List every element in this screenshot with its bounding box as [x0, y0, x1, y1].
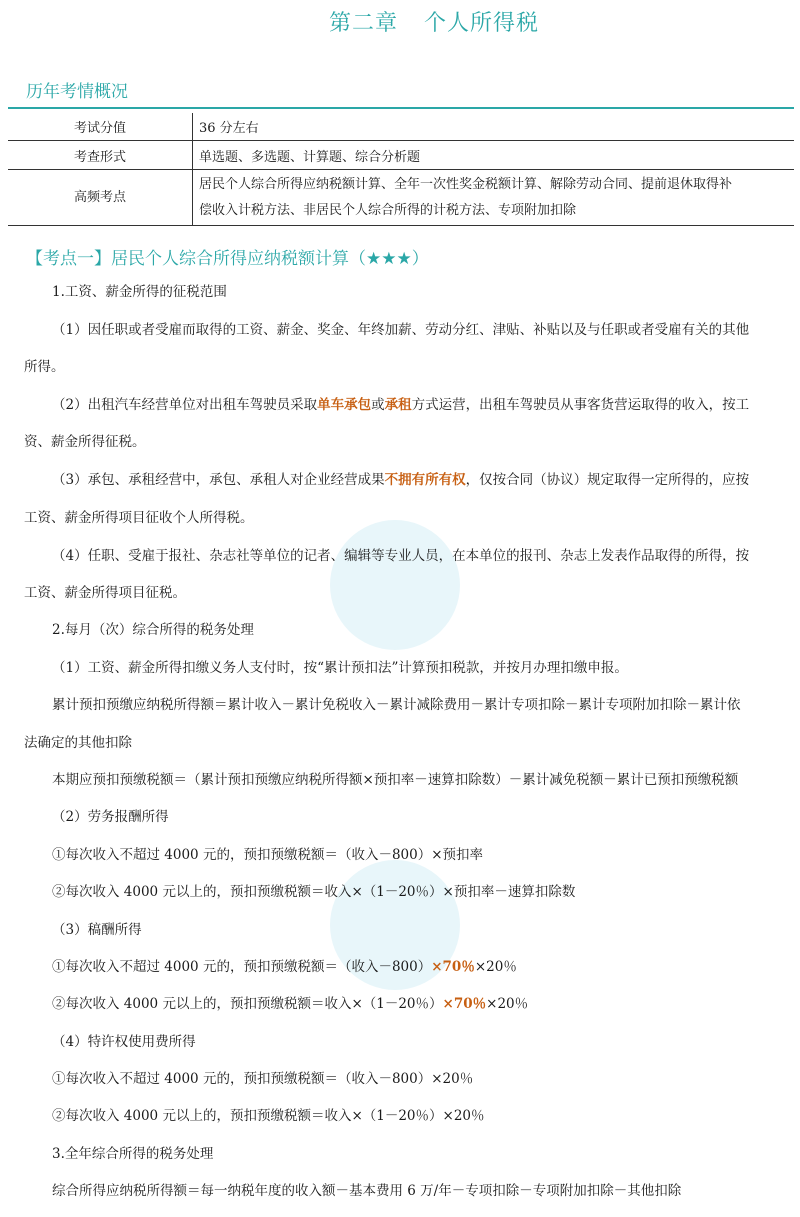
subsection-title: 2.每月（次）综合所得的税务处理 — [52, 622, 254, 638]
table-key: 考试分值 — [8, 113, 193, 141]
paragraph-line — [52, 387, 749, 424]
formula-line — [52, 986, 528, 1023]
paragraph-line: 工资、薪金所得项目征税。 — [24, 585, 186, 601]
table-row — [8, 141, 794, 170]
chapter-name: 个人所得税 — [424, 11, 540, 36]
formula-line: ②每次收入 4000 元以上的，预扣预缴税额＝收入×（1－20％）×20％ — [52, 1108, 485, 1124]
table-value-line: 居民个人综合所得应纳税额计算、全年一次性奖金税额计算、解除劳动合同、提前退休取得补 — [199, 176, 733, 192]
subsection-title: 1.工资、薪金所得的征税范围 — [52, 284, 227, 300]
emphasis-text: 单车承包 — [317, 397, 372, 413]
text-span: ①每次收入不超过 4000 元的，预扣预缴税额＝（收入－800） — [52, 959, 432, 975]
subsection-title: 3.全年综合所得的税务处理 — [52, 1146, 214, 1162]
paragraph-line: （4）任职、受雇于报社、杂志社等单位的记者、编辑等专业人员，在本单位的报刊、杂志上发表作品取得的所得，按 — [52, 548, 750, 564]
chapter-title — [0, 6, 800, 37]
formula-line: ①每次收入不超过 4000 元的，预扣预缴税额＝（收入－800）×20％ — [52, 1071, 474, 1087]
table-value: 36 分左右 — [193, 113, 795, 141]
text-span: （2）出租汽车经营单位对出租车驾驶员采取 — [52, 397, 318, 413]
paragraph-line: 资、薪金所得征税。 — [24, 434, 146, 450]
formula-line: 综合所得应纳税所得额＝每一纳税年度的收入额－基本费用 6 万/年－专项扣除－专项附加扣除－其他扣除 — [52, 1183, 682, 1199]
paragraph-line: （1）工资、薪金所得扣缴义务人支付时，按“累计预扣法”计算预扣税款，并按月办理扣缴申报。 — [52, 660, 628, 676]
table-row — [8, 113, 794, 141]
table-row — [8, 170, 794, 226]
table-value-line: 偿收入计税方法、非居民个人综合所得的计税方法、专项附加扣除 — [199, 202, 577, 218]
table-value: 单选题、多选题、计算题、综合分析题 — [193, 141, 795, 170]
emphasis-text: ×70％ — [442, 996, 487, 1012]
topic-heading: 【考点一】居民个人综合所得应纳税额计算（★★★） — [26, 249, 429, 269]
subsection-item: （2）劳务报酬所得 — [52, 809, 169, 825]
emphasis-text: ×70％ — [431, 959, 475, 975]
overview-table — [8, 113, 794, 226]
text-span: ×20％ — [474, 959, 517, 975]
text-span: （3）承包、承租经营中，承包、承租人对企业经营成果 — [52, 472, 385, 488]
text-span: ②每次收入 4000 元以上的，预扣预缴税额＝收入×（1－20％） — [52, 996, 443, 1012]
formula-line: 本期应预扣预缴税额＝（累计预扣预缴应纳税所得额×预扣率－速算扣除数）－累计减免税额－累计已预扣预缴税额 — [52, 772, 739, 788]
table-key: 高频考点 — [8, 170, 193, 226]
heading-rule — [8, 107, 794, 109]
paragraph-line — [52, 462, 749, 499]
formula-line: ①每次收入不超过 4000 元的，预扣预缴税额＝（收入－800）×预扣率 — [52, 847, 484, 863]
subsection-item: （4）特许权使用费所得 — [52, 1034, 196, 1050]
paragraph-line: （1）因任职或者受雇而取得的工资、薪金、奖金、年终加薪、劳动分红、津贴、补贴以及与任职或者受雇有关的其他 — [52, 322, 750, 338]
formula-line: ②每次收入 4000 元以上的，预扣预缴税额＝收入×（1－20％）×预扣率－速算扣除数 — [52, 884, 576, 900]
formula-line: 累计预扣预缴应纳税所得额＝累计收入－累计免税收入－累计减除费用－累计专项扣除－累计专项附加扣除－累计依 — [52, 697, 741, 713]
table-key: 考查形式 — [8, 141, 193, 170]
overview-heading: 历年考情概况 — [26, 82, 128, 102]
text-span: 方式运营，出租车驾驶员从事客货营运取得的收入，按工 — [411, 397, 750, 413]
text-span: 或 — [371, 397, 385, 413]
text-span: ，仅按合同（协议）规定取得一定所得的，应按 — [465, 472, 750, 488]
table-value — [193, 170, 795, 226]
subsection-item: （3）稿酬所得 — [52, 922, 142, 938]
paragraph-line: 工资、薪金所得项目征收个人所得税。 — [24, 510, 254, 526]
text-span: ×20％ — [486, 996, 529, 1012]
emphasis-text: 不拥有所有权 — [384, 472, 466, 488]
chapter-number: 第二章 — [328, 11, 398, 36]
formula-line: 法确定的其他扣除 — [24, 735, 132, 751]
paragraph-line: 所得。 — [24, 359, 65, 375]
emphasis-text: 承租 — [384, 397, 412, 413]
formula-line — [52, 949, 517, 986]
